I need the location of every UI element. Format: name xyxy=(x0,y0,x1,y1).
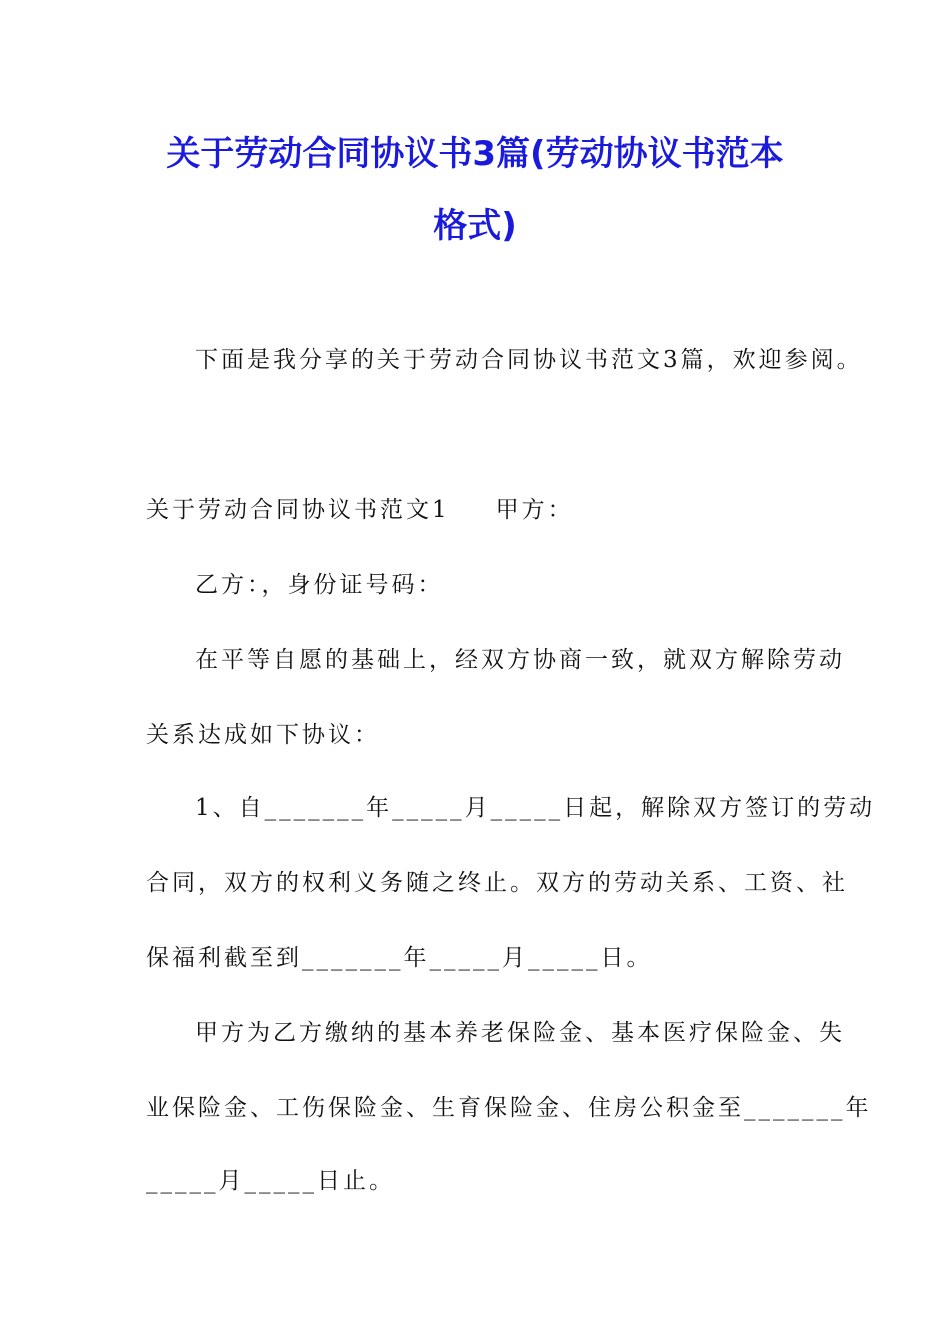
paragraph-3-line-1: 甲方为乙方缴纳的基本养老保险金、基本医疗保险金、失 xyxy=(195,1020,845,1046)
section-heading-row xyxy=(146,495,574,525)
paragraph-1-line-1: 在平等自愿的基础上，经双方协商一致，就双方解除劳动 xyxy=(195,647,845,673)
paragraph-3-line-2: 业保险金、工伤保险金、生育保险金、住房公积金至_______年 xyxy=(146,1095,872,1121)
intro-paragraph: 下面是我分享的关于劳动合同协议书范文3篇，欢迎参阅。 xyxy=(195,347,863,373)
party-b-label: 乙方：，身份证号码： xyxy=(195,572,444,598)
section-heading: 关于劳动合同协议书范文1 xyxy=(146,497,450,523)
paragraph-1-line-2: 关系达成如下协议： xyxy=(146,722,380,748)
document-title-line-2: 格式) xyxy=(433,206,517,246)
paragraph-2-line-3: 保福利截至到_______年_____月_____日。 xyxy=(146,945,653,971)
paragraph-2-line-1: 1、自_______年_____月_____日起，解除双方签订的劳动 xyxy=(195,795,876,821)
document-title-line-1: 关于劳动合同协议书3篇(劳动协议书范本 xyxy=(166,134,784,174)
paragraph-2-line-2: 合同，双方的权利义务随之终止。双方的劳动关系、工资、社 xyxy=(146,870,848,896)
party-a-label: 甲方： xyxy=(495,497,574,523)
paragraph-3-line-3: _____月_____日止。 xyxy=(146,1168,395,1194)
